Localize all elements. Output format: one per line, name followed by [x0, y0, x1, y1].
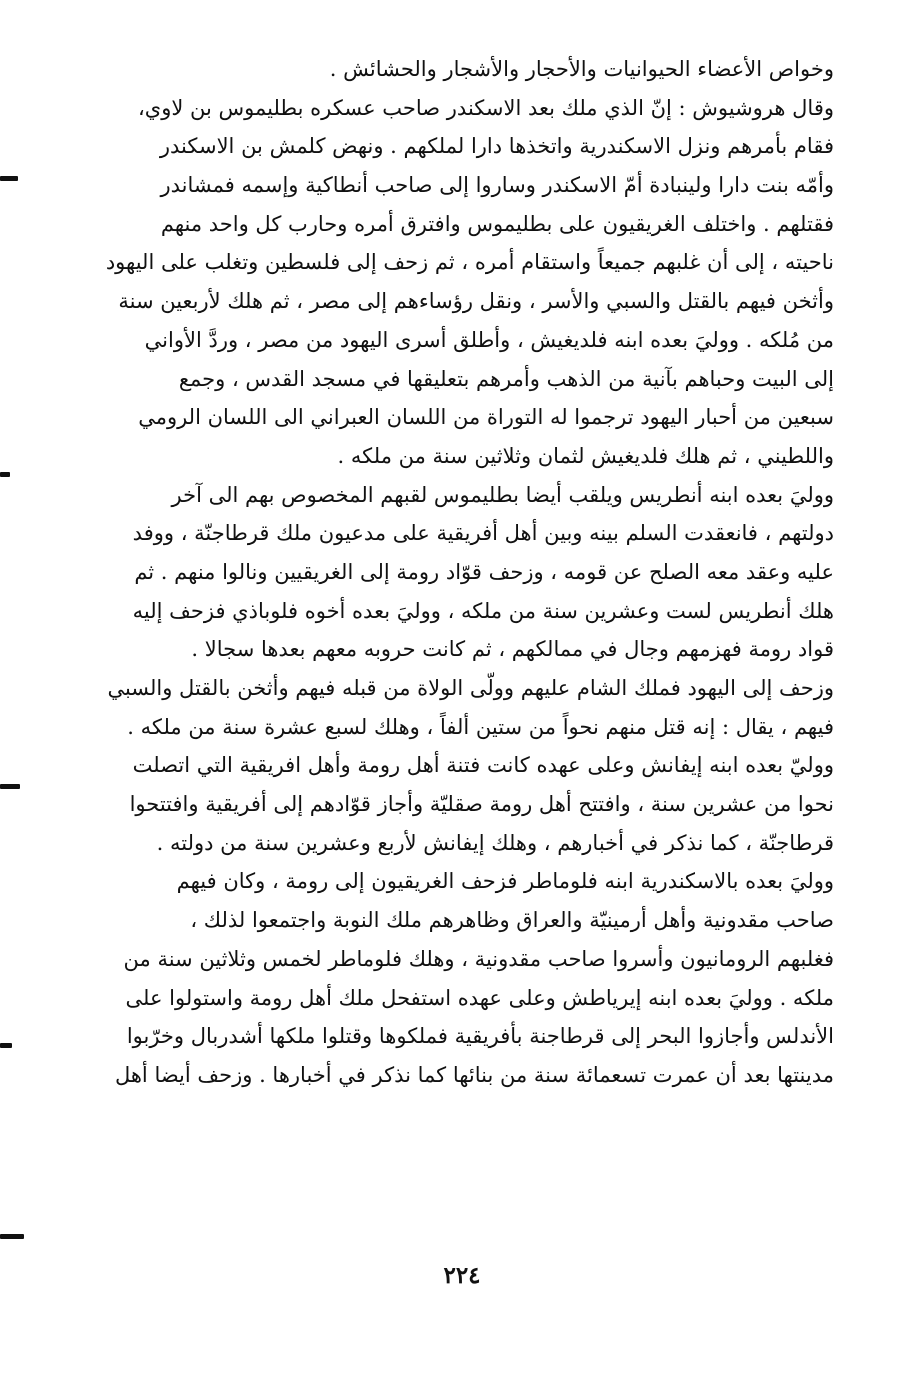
text-line: واللطيني ، ثم هلك فلديغيش لثمان وثلاثين سنة من ملكه . — [337, 443, 834, 468]
text-line: وخواص الأعضاء الحيوانيات والأحجار والأشجار والحشائش . — [329, 57, 834, 81]
margin-scan-mark — [0, 1043, 12, 1048]
margin-scan-mark — [0, 472, 10, 477]
text-line: قواد رومة فهزمهم وجال في ممالكهم ، ثم كانت حروبه معهم بعدها سجالا . — [191, 637, 834, 662]
text-line: وأثخن فيهم بالقتل والسبي والأسر ، ونقل رؤساءهم إلى مصر ، ثم هلك لأربعين سنة — [118, 289, 834, 314]
text-line: هلك أنطريس لست وعشرين سنة من ملكه ، ووليَ بعده أخوه فلوباذي فزحف إليه — [132, 598, 834, 623]
text-line: وزحف إلى اليهود فملك الشام عليهم وولّى الولاة من قبله فيهم وأثخن بالقتل والسبي — [107, 676, 834, 700]
text-line: قرطاجنّة ، كما نذكر في أخبارهم ، وهلك إيفانش لأربع وعشرين سنة من دولته . — [156, 830, 834, 855]
text-line: وأمّه بنت دارا ولينبادة أمّ الاسكندر وساروا إلى صاحب أنطاكية وإسمه فمشاندر — [160, 173, 834, 198]
text-line: فقتلهم . واختلف الغريقيون على بطليموس وافترق أمره وحارب كل واحد منهم — [160, 211, 834, 236]
page-number: ٢٢٤ — [443, 1262, 481, 1289]
text-line: نحوا من عشرين سنة ، وافتتح أهل رومة صقليّة وأجاز قوّادهم إلى أفريقية وافتتحوا — [129, 792, 834, 817]
text-line: دولتهم ، فانعقدت السلم بينه وبين أهل أفريقية على مدعيون ملك قرطاجنّة ، ووفد — [132, 521, 834, 546]
text-line: من مُلكه . ووليَ بعده ابنه فلديغيش ، وأطلق أسرى اليهود من مصر ، وردَّ الأواني — [144, 327, 834, 352]
text-line: ووليَ بعده ابنه أنطريس ويلقب أيضا بطليموس لقبهم المخصوص بهم الى آخر — [171, 482, 834, 507]
text-line: ملكه . ووليَ بعده ابنه إيرياطش وعلى عهده استفحل ملك أهل رومة واستولوا على — [125, 985, 834, 1010]
margin-scan-mark — [0, 1234, 24, 1239]
text-line: سبعين من أحبار اليهود ترجموا له التوراة من اللسان العبراني الى اللسان الرومي — [138, 405, 834, 430]
text-line: إلى البيت وحباهم بآنية من الذهب وأمرهم بتعليقها في مسجد القدس ، وجمع — [178, 366, 834, 391]
text-line: ناحيته ، إلى أن غلبهم جميعاً واستقام أمره ، ثم زحف إلى فلسطين وتغلب على اليهود — [105, 250, 834, 275]
text-line: فيهم ، يقال : إنه قتل منهم نحواً من ستين ألفاً ، وهلك لسبع عشرة سنة من ملكه . — [127, 714, 834, 739]
text-line: ووليَ بعده بالاسكندرية ابنه فلوماطر فزحف الغريقيون إلى رومة ، وكان فيهم — [176, 869, 834, 894]
margin-scan-mark — [0, 784, 20, 789]
margin-scan-mark — [0, 176, 18, 181]
text-line: وقال هروشيوش : إنّ الذي ملك بعد الاسكندر صاحب عسكره بطليموس بن لاوي، — [137, 95, 834, 120]
text-line: صاحب مقدونية وأهل أرمينيّة والعراق وظاهرهم ملك النوبة واجتمعوا لذلك ، — [190, 908, 834, 933]
page-body-text — [92, 50, 834, 1095]
text-line: ووليّ بعده ابنه إيفانش وعلى عهده كانت فتنة أهل رومة وأهل افريقية التي اتصلت — [132, 753, 834, 778]
text-line: الأندلس وأجازوا البحر إلى قرطاجنة بأفريقية فملكوها وقتلوا ملكها أشدربال وخرّبوا — [126, 1024, 834, 1049]
text-line: فغلبهم الرومانيون وأسروا صاحب مقدونية ، وهلك فلوماطر لخمس وثلاثين سنة من — [123, 946, 834, 971]
text-line: مدينتها بعد أن عمرت تسعمائة سنة من بنائها كما نذكر في أخبارها . وزحف أيضا أهل — [114, 1062, 834, 1087]
text-line: عليه وعقد معه الصلح عن قومه ، وزحف قوّاد رومة إلى الغريقيين ونالوا منهم . ثم — [134, 559, 834, 584]
text-line: فقام بأمرهم ونزل الاسكندرية واتخذها دارا لملكهم . ونهض كلمش بن الاسكندر — [159, 134, 834, 159]
